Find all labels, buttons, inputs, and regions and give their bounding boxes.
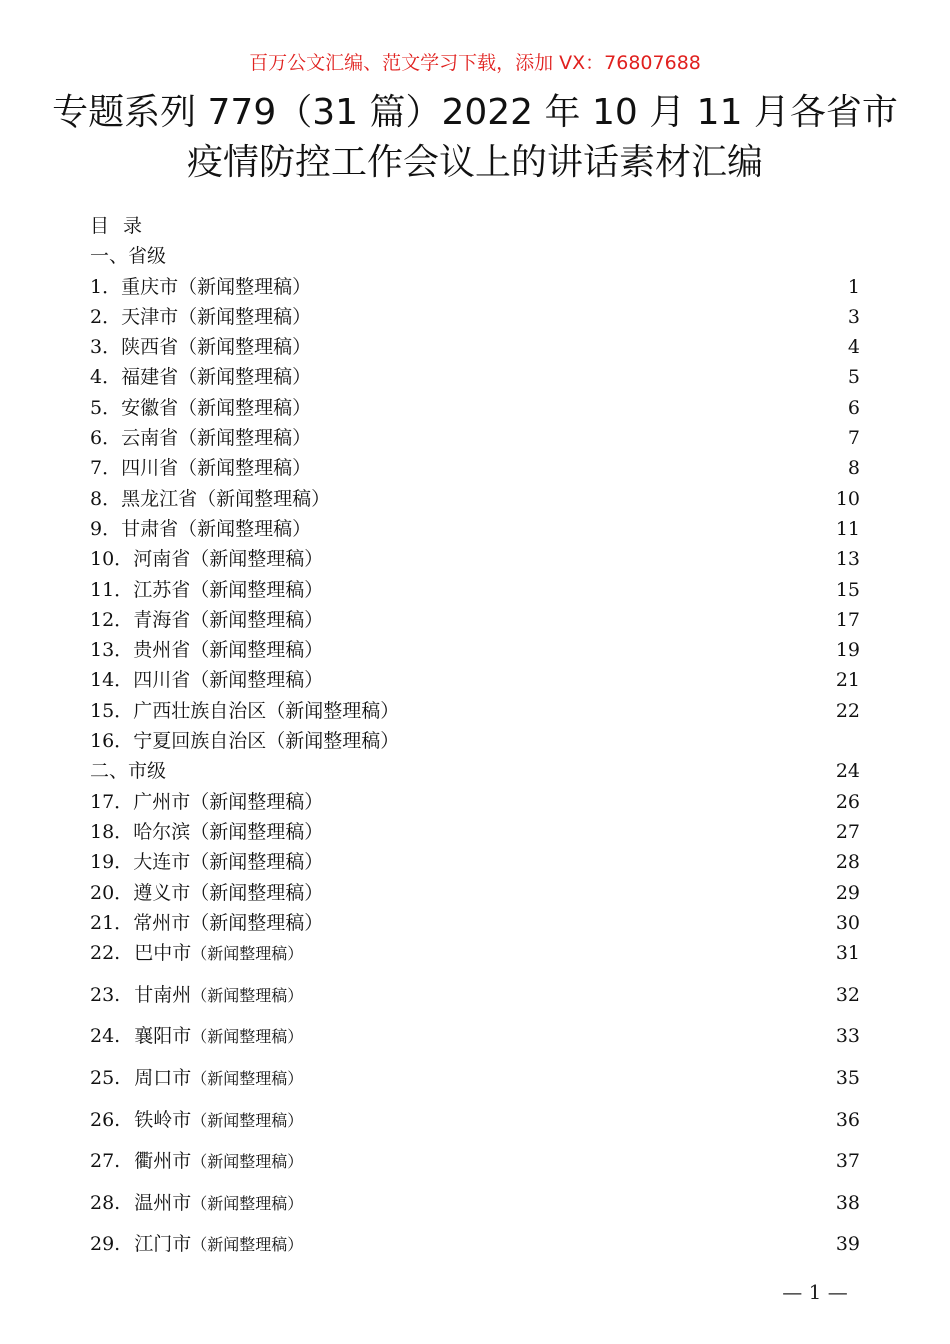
toc-entry-page: 5 [847,366,860,389]
toc-entry-number: 7． [90,457,122,480]
toc-entry-page: 38 [835,1191,860,1214]
page-footer: — 1 — [782,1280,848,1304]
toc-entry-page: 30 [835,911,860,934]
toc-entry[interactable] [90,696,860,726]
toc-entry[interactable] [90,423,860,453]
toc-entry-page: 19 [835,639,860,662]
toc-entry-number: 22. [90,942,121,965]
toc-entry[interactable] [90,980,860,1022]
toc-entry-page: 39 [835,1233,860,1256]
toc-entry-page: 35 [835,1066,860,1089]
toc-entry-text [90,980,303,1011]
toc-entry-page: 36 [835,1108,860,1131]
toc-entry-number: 19． [90,851,134,874]
toc-entry-text [90,393,311,423]
toc-entry-number: 27. [90,1150,121,1173]
toc-entry-number: 6． [90,427,122,450]
toc-entry-text [90,1229,303,1260]
toc-entry-page: 21 [835,669,860,692]
toc-entry-number: 29. [90,1233,121,1256]
toc-entry-text [90,1188,303,1219]
toc-entry-name: 黑龙江省（新闻整理稿） [121,487,331,510]
toc-entry[interactable] [90,332,860,362]
toc-entry-number: 11． [90,578,134,601]
toc-entry-page: 32 [835,983,860,1006]
toc-entry-page: 28 [835,851,860,874]
toc-heading-row [90,211,860,241]
toc-entry-number: 4． [90,366,122,389]
toc-entry-number: 17． [90,790,134,813]
toc-entry[interactable] [90,544,860,574]
toc-entry-text [90,302,311,332]
toc-entry[interactable] [90,635,860,665]
toc-entry-name: 四川省（新闻整理稿） [121,457,312,480]
toc-entry-name: 陕西省（新闻整理稿） [121,336,312,359]
toc-entry[interactable] [90,817,860,847]
toc-entry-text [90,272,311,302]
toc-entry-text [90,575,323,605]
toc-entry[interactable] [90,787,860,817]
toc-entry-number: 13． [90,639,134,662]
toc-entry-text [90,423,311,453]
toc-entry-name: 天津市（新闻整理稿） [121,305,312,328]
toc-entry-page: 17 [835,608,860,631]
toc-entry-name: 甘南州 [134,983,192,1006]
toc-entry-number: 28. [90,1191,121,1214]
toc-entry-text [90,514,311,544]
table-of-contents [90,211,860,1271]
section-label: 一、省级 [90,245,167,268]
toc-entry[interactable] [90,514,860,544]
toc-entry-name: 贵州省（新闻整理稿） [133,639,324,662]
title-line-1: 专题系列 779（31 篇）2022 年 10 月 11 月各省市 [52,92,898,133]
toc-entry-text [90,1105,303,1136]
toc-entry-name: 广西壮族自治区（新闻整理稿） [133,699,400,722]
toc-entry-name: 江门市 [134,1233,192,1256]
toc-entry-number: 8． [90,487,122,510]
toc-entry-name: 铁岭市 [134,1108,192,1131]
toc-entry-name: 常州市（新闻整理稿） [133,911,324,934]
toc-entry-page: 33 [835,1025,860,1048]
toc-entry-name: 大连市（新闻整理稿） [133,851,324,874]
toc-entry[interactable] [90,362,860,392]
toc-entry[interactable] [90,272,860,302]
toc-entry-name: 衢州市 [134,1150,192,1173]
toc-entry-page: 10 [835,487,860,510]
toc-entry-number: 14． [90,669,134,692]
toc-entry-page: 13 [835,548,860,571]
provincial-list [90,272,860,757]
toc-entry[interactable] [90,878,860,908]
toc-entry-number: 15． [90,699,134,722]
toc-entry-page: 15 [835,578,860,601]
toc-entry[interactable] [90,605,860,635]
toc-entry-text [90,696,399,726]
toc-entry-note: （新闻整理稿） [191,1193,304,1213]
toc-entry-number: 1． [90,275,122,298]
toc-entry-number: 3． [90,336,122,359]
toc-entry-number: 18． [90,820,134,843]
toc-entry-number: 23. [90,983,121,1006]
toc-entry-number: 26. [90,1108,121,1131]
toc-entry-text [90,332,311,362]
toc-entry-page: 3 [847,305,860,328]
toc-entry[interactable] [90,938,860,980]
city-list [90,787,860,938]
toc-entry-name: 周口市 [134,1066,192,1089]
toc-entry-page: 29 [835,881,860,904]
toc-section-city [90,756,860,786]
toc-entry-text [90,1146,303,1177]
toc-entry-page: 11 [835,517,860,540]
toc-entry[interactable] [90,453,860,483]
toc-entry-name: 巴中市 [134,942,192,965]
toc-entry-number: 21． [90,911,134,934]
toc-entry-name: 宁夏回族自治区（新闻整理稿） [133,730,400,753]
toc-entry-text [90,847,323,877]
toc-entry-text [90,635,323,665]
toc-entry[interactable] [90,1146,860,1188]
toc-entry-text [90,938,303,969]
toc-entry-text [90,453,311,483]
toc-entry[interactable] [90,908,860,938]
toc-entry-number: 16． [90,730,134,753]
toc-entry[interactable] [90,1063,860,1105]
toc-entry-text [90,362,311,392]
toc-entry-name: 遵义市（新闻整理稿） [133,881,324,904]
toc-entry-name: 云南省（新闻整理稿） [121,427,312,450]
toc-entry[interactable] [90,1229,860,1271]
toc-entry-name: 广州市（新闻整理稿） [133,790,324,813]
toc-entry-text [90,878,323,908]
section-page-number: 24 [835,760,860,783]
toc-entry-note: （新闻整理稿） [191,1110,304,1130]
toc-entry-name: 襄阳市 [134,1025,192,1048]
toc-entry-text [90,605,323,635]
section-label: 二、市级 [90,760,167,783]
toc-entry-text [90,817,323,847]
toc-entry-name: 安徽省（新闻整理稿） [121,396,312,419]
toc-heading: 目录 [90,215,157,237]
toc-entry-name: 江苏省（新闻整理稿） [133,578,324,601]
toc-entry-page: 1 [847,275,860,298]
promo-banner: 百万公文汇编、范文学习下载，添加 VX：76807688 [249,52,701,74]
toc-entry-name: 四川省（新闻整理稿） [133,669,324,692]
toc-entry-number: 25. [90,1066,121,1089]
toc-entry-page: 37 [835,1150,860,1173]
toc-entry-note: （新闻整理稿） [191,985,304,1005]
toc-entry-page: 8 [847,457,860,480]
toc-entry-note: （新闻整理稿） [191,1152,304,1172]
toc-entry-number: 10． [90,548,134,571]
toc-entry[interactable] [90,665,860,695]
toc-entry[interactable] [90,1105,860,1147]
toc-entry-note: （新闻整理稿） [191,1235,304,1255]
toc-entry-name: 重庆市（新闻整理稿） [121,275,312,298]
toc-entry[interactable] [90,1021,860,1063]
toc-entry-page: 31 [835,942,860,965]
toc-entry-number: 2． [90,305,122,328]
toc-entry-text [90,1021,303,1052]
city-list-small [90,938,860,1271]
toc-entry-text [90,665,323,695]
toc-entry[interactable] [90,302,860,332]
toc-entry[interactable] [90,393,860,423]
toc-entry-page: 7 [847,427,860,450]
toc-entry-note: （新闻整理稿） [191,1027,304,1047]
toc-entry-name: 青海省（新闻整理稿） [133,608,324,631]
toc-entry[interactable] [90,484,860,514]
toc-entry[interactable] [90,1188,860,1230]
title-line-2: 疫情防控工作会议上的讲话素材汇编 [186,142,763,183]
toc-entry-page: 6 [847,396,860,419]
toc-entry-name: 哈尔滨（新闻整理稿） [133,820,324,843]
toc-entry-number: 24. [90,1025,121,1048]
toc-entry[interactable] [90,575,860,605]
toc-entry-name: 甘肃省（新闻整理稿） [121,517,312,540]
toc-entry-text [90,1063,303,1094]
toc-entry-number: 5． [90,396,122,419]
toc-entry[interactable] [90,847,860,877]
toc-entry-text [90,908,323,938]
toc-entry-page: 22 [835,699,860,722]
toc-entry-text [90,787,323,817]
toc-entry-name: 福建省（新闻整理稿） [121,366,312,389]
document-title [40,88,910,188]
toc-entry-number: 20． [90,881,134,904]
toc-section-provincial [90,241,860,271]
toc-entry-page: 27 [835,820,860,843]
toc-entry-text [90,544,323,574]
toc-entry-name: 温州市 [134,1191,192,1214]
toc-entry-page: 4 [847,336,860,359]
toc-entry-note: （新闻整理稿） [191,944,304,964]
toc-entry-text [90,726,399,756]
toc-entry-name: 河南省（新闻整理稿） [133,548,324,571]
toc-entry-text [90,484,330,514]
toc-entry-number: 12． [90,608,134,631]
toc-entry-number: 9． [90,517,122,540]
toc-entry-page: 26 [835,790,860,813]
toc-entry[interactable] [90,726,860,756]
toc-entry-note: （新闻整理稿） [191,1068,304,1088]
